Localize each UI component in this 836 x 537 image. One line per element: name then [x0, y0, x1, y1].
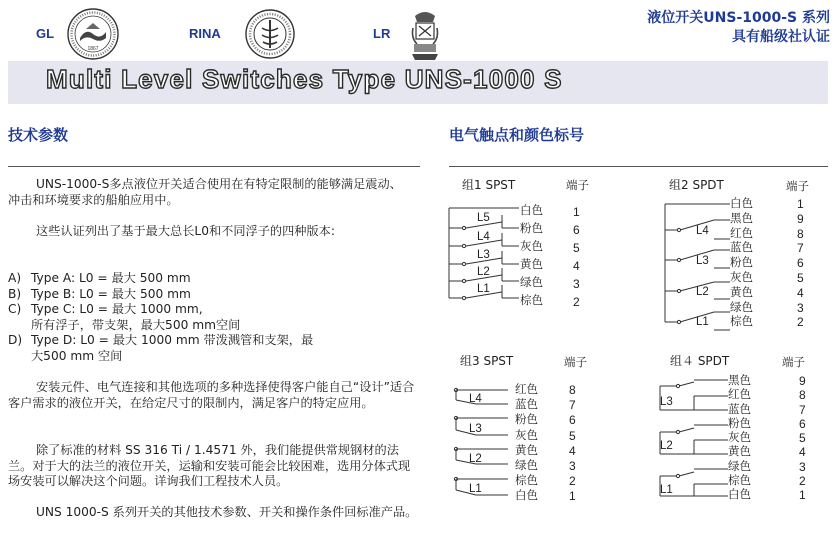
- group1-label-l4: L4: [477, 231, 490, 243]
- group3-terminal: 7: [569, 398, 576, 413]
- group1-color: 黄色: [520, 257, 543, 271]
- group4-colors: [728, 373, 751, 502]
- group4-terminals: [799, 374, 806, 503]
- version-b: B) Type B: L0 = 最大 500 mm: [8, 286, 191, 301]
- group1-terminal: 2: [573, 295, 580, 309]
- more-params-paragraph: UNS 1000-S 系列开关的其他技术参数、开关和操作条件回标准产品。: [36, 505, 418, 519]
- group4-color: 蓝色: [728, 401, 751, 416]
- group4-label-l2: L2: [660, 440, 673, 452]
- group1-color: 白色: [520, 203, 543, 217]
- group1-label-l3: L3: [477, 249, 490, 261]
- group3-terminals: [569, 383, 576, 505]
- version-a: A) Type A: L0 = 最大 500 mm: [8, 271, 191, 285]
- tech-params-heading: 技术参数: [8, 126, 69, 144]
- group3-label-l2: L2: [469, 453, 482, 465]
- group4-label-l1: L1: [660, 484, 673, 496]
- group4-color: 绿色: [728, 458, 751, 473]
- group2-color: 粉色: [730, 255, 753, 270]
- contacts-heading: 电气触点和颜色标号: [449, 126, 585, 144]
- group4-title: 组４ SPDT: [670, 354, 730, 368]
- group2-terminal: 3: [797, 300, 804, 315]
- intro-paragraph: UNS-1000-S多点液位开关适合使用在有特定限制的能够满足震动、冲击和环境要求的船舶应用中。: [8, 177, 402, 207]
- svg-text:1867: 1867: [87, 46, 99, 52]
- group3-label-l1: L1: [469, 483, 482, 495]
- group2-terminals: [797, 197, 804, 330]
- group4-terminal: 1: [799, 488, 806, 503]
- group2-terminal: 1: [797, 197, 804, 211]
- version-d: D) Type D: L0 = 最大 1000 mm 带泼溅管和支架，最: [8, 333, 314, 347]
- group4-color: 黄色: [728, 444, 751, 459]
- group2-color: 白色: [730, 196, 753, 210]
- group2-color: 灰色: [730, 269, 753, 284]
- group2-label-l1: L1: [696, 316, 709, 328]
- banner-title: Multi Level Switches Type UNS-1000 S: [46, 64, 563, 94]
- group3-terminal: 1: [569, 489, 576, 504]
- group4-terminal: 8: [799, 388, 806, 403]
- group3-terminal: 2: [569, 474, 576, 489]
- group2-color: 黑色: [730, 210, 753, 225]
- group2-color: 绿色: [730, 299, 753, 314]
- group1-color: 绿色: [520, 275, 543, 289]
- group1-terminal: 5: [573, 241, 580, 255]
- group4-terminal: 9: [799, 374, 806, 388]
- left-divider: [8, 166, 420, 167]
- cn-title-line2: 具有船级社认证: [732, 29, 830, 45]
- rina-seal-logo: [244, 8, 296, 60]
- group2-terminal: 4: [797, 285, 804, 300]
- cert-label-lr: LR: [373, 26, 391, 41]
- group3-color: 绿色: [515, 458, 538, 473]
- group2-colors: [730, 196, 753, 329]
- group2-color: 黄色: [730, 284, 753, 299]
- group4-label-l3: L3: [660, 396, 673, 408]
- group4-terminal: 2: [799, 474, 806, 489]
- group4-color: 白色: [728, 487, 751, 502]
- group3-terminal-header: 端子: [564, 355, 587, 369]
- group3-terminal: 4: [569, 443, 576, 458]
- group2-title: 组2 SPDT: [669, 178, 724, 192]
- group3-label-l3: L3: [469, 423, 482, 435]
- group3-color: 黄色: [515, 442, 538, 457]
- group3-color: 红色: [515, 382, 538, 396]
- group4-terminal-header: 端子: [782, 355, 805, 369]
- group1-terminal-header: 端子: [566, 178, 589, 192]
- group2-terminal: 5: [797, 270, 804, 285]
- version-c-detail: 所有浮子，带支架，最大500 mm空间: [31, 317, 241, 332]
- group3-color: 粉色: [515, 412, 538, 427]
- group2-terminal: 2: [797, 315, 804, 330]
- group1-title: 组1 SPST: [462, 178, 516, 192]
- group1-colors: [520, 201, 543, 309]
- group3-wiring-diagram: [448, 380, 516, 502]
- group4-color: 红色: [728, 387, 751, 402]
- group2-label-l3: L3: [696, 255, 709, 267]
- group2-color: 棕色: [730, 314, 753, 329]
- group1-label-l2: L2: [477, 266, 490, 278]
- group2-color: 红色: [730, 225, 753, 240]
- version-c: C) Type C: L0 = 最大 1000 mm,: [8, 302, 203, 316]
- group3-title: 组3 SPST: [460, 354, 514, 368]
- versions-list: [8, 271, 420, 364]
- cert-label-rina: RINA: [189, 26, 221, 41]
- group3-colors: [515, 382, 538, 504]
- group2-color: 蓝色: [730, 240, 753, 255]
- group1-terminals: [573, 203, 580, 311]
- group2-label-l4: L4: [696, 225, 709, 237]
- group3-color: 棕色: [515, 473, 538, 488]
- group2-terminal: 8: [797, 226, 804, 241]
- group3-terminal: 3: [569, 459, 576, 474]
- group1-terminal: 6: [573, 223, 580, 237]
- group4-color: 棕色: [728, 473, 751, 488]
- group3-color: 灰色: [515, 427, 538, 442]
- group1-terminal: 1: [573, 205, 580, 219]
- group2-terminal: 9: [797, 211, 804, 226]
- group4-terminal: 4: [799, 445, 806, 460]
- group1-terminal: 3: [573, 277, 580, 291]
- group3-label-l4: L4: [469, 393, 482, 405]
- version-d-detail: 大500 mm 空间: [31, 348, 123, 363]
- gl-seal-logo: [66, 7, 120, 61]
- group4-color: 灰色: [728, 430, 751, 445]
- group1-color: 粉色: [520, 221, 543, 235]
- group4-terminal: 6: [799, 416, 806, 431]
- group1-color: 灰色: [520, 239, 543, 253]
- group3-color: 蓝色: [515, 397, 538, 412]
- group3-terminal: 6: [569, 413, 576, 428]
- right-divider: [449, 166, 828, 167]
- group1-color: 棕色: [520, 293, 543, 307]
- material-paragraph: 除了标准的材料 SS 316 Ti / 1.4571 外，我们能提供常规钢材的法兰。对于大的法兰的液位开关，运输和安装可能会比较困难，选用分体式现场安装可以解决这个问题。详询我们工程技术人员。: [8, 443, 411, 488]
- design-paragraph: 安装元件、电气连接和其他选项的多种选择使得客户能自己“设计”适合客户需求的液位开关，在给定尺寸的限制内，满足客户的特定应用。: [8, 380, 415, 410]
- group2-terminal-header: 端子: [786, 179, 809, 193]
- group4-terminal: 3: [799, 459, 806, 474]
- versions-intro: 这些认证列出了基于最大总长L0和不同浮子的四种版本:: [36, 224, 335, 238]
- group3-terminal: 8: [569, 383, 576, 397]
- group1-terminal: 4: [573, 259, 580, 273]
- group2-label-l2: L2: [696, 286, 709, 298]
- group2-terminal: 7: [797, 241, 804, 256]
- group3-terminal: 5: [569, 428, 576, 443]
- group4-color: 粉色: [728, 415, 751, 430]
- group4-color: 黑色: [728, 373, 751, 387]
- group3-color: 白色: [515, 488, 538, 503]
- group1-label-l5: L5: [477, 212, 490, 224]
- lr-crest-logo: [410, 8, 440, 62]
- cn-title-line1: 液位开关UNS-1000-S 系列: [647, 10, 830, 26]
- group2-terminal: 6: [797, 256, 804, 271]
- group1-label-l1: L1: [477, 283, 490, 295]
- group4-terminal: 7: [799, 402, 806, 417]
- group4-terminal: 5: [799, 431, 806, 446]
- cert-label-gl: GL: [36, 26, 55, 41]
- cn-title: [647, 9, 830, 47]
